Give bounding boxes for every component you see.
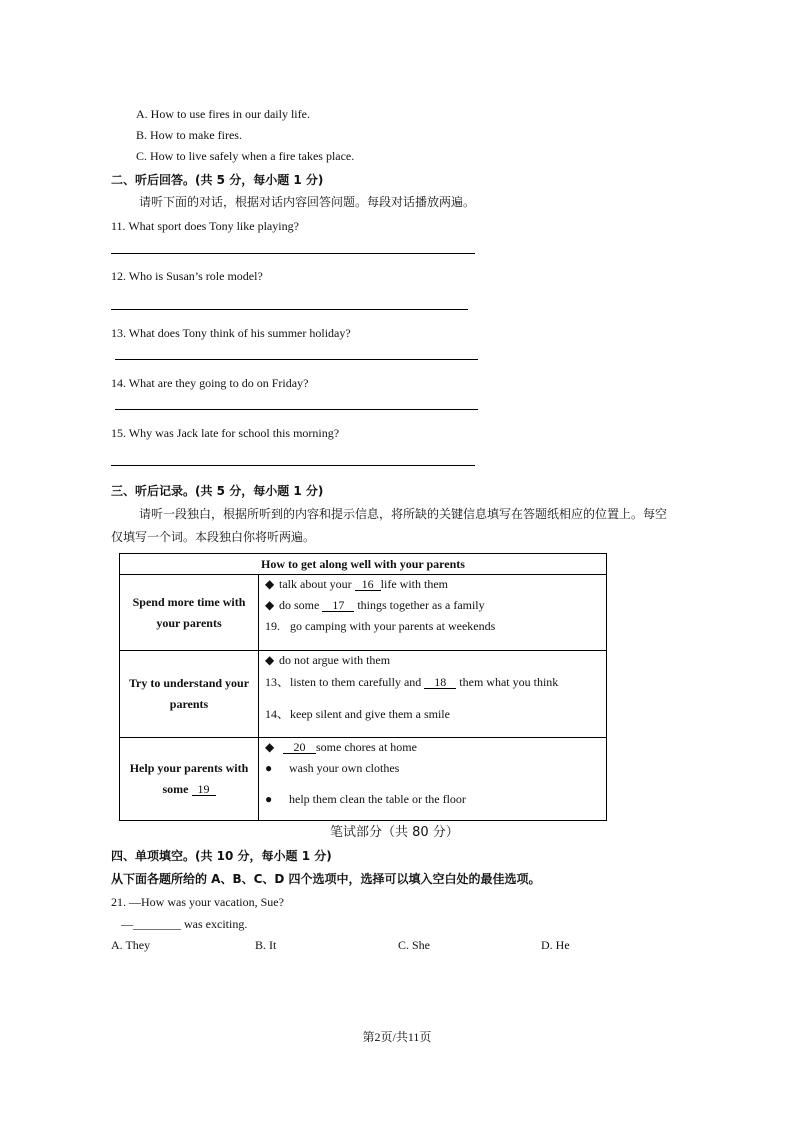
listening-notes-table — [119, 553, 607, 821]
bullet-icon: ● — [265, 792, 273, 806]
table-row — [120, 651, 607, 738]
q21-option-a[interactable]: A. They — [111, 938, 151, 952]
row-1-details — [259, 575, 607, 651]
blank-18[interactable]: 18 — [424, 676, 456, 689]
table-row — [120, 575, 607, 651]
row-3-item-3: ● help them clean the table or the floor — [265, 792, 466, 806]
section2-title: 二、听后回答。(共 5 分，每小题 1 分) — [111, 173, 324, 187]
question-21-stem: 21. —How was your vacation, Sue? — [111, 895, 284, 909]
answer-line-11[interactable] — [111, 253, 475, 254]
row-2-item-3: 14、keep silent and give them a smile — [265, 707, 450, 721]
row-1-topic-line-2: your parents — [156, 615, 222, 630]
diamond-icon: ◆ — [265, 577, 275, 591]
row-2-details — [259, 651, 607, 738]
table-header: How to get along well with your parents — [120, 554, 607, 575]
section4-title: 四、单项填空。(共 10 分，每小题 1 分) — [111, 849, 332, 863]
item-number: 19. — [265, 619, 280, 633]
table-row — [120, 738, 607, 821]
item-number: 13、 — [265, 675, 290, 689]
question-12: 12. Who is Susan’s role model? — [111, 269, 263, 283]
blank-20[interactable]: 20 — [283, 741, 316, 754]
row-3-topic-line-2: some 19 — [120, 779, 258, 800]
answer-line-15[interactable] — [111, 465, 475, 466]
question-21-line-2: —________ was exciting. — [121, 917, 248, 931]
option-a: A. How to use fires in our daily life. — [136, 107, 310, 121]
row-1-topic — [120, 575, 259, 651]
question-15: 15. Why was Jack late for school this morning? — [111, 426, 340, 440]
written-section-title: 笔试部分（共 80 分） — [330, 825, 459, 840]
row-2-topic-line-2: parents — [169, 697, 209, 711]
option-c: C. How to live safely when a fire takes place. — [136, 149, 355, 163]
row-2-item-1: ◆ do not argue with them — [265, 653, 391, 667]
row-3-item-1: ◆ 20 some chores at home — [265, 740, 417, 754]
row-1-item-1: ◆ talk about your 16 life with them — [265, 577, 448, 591]
row-2-item-2: 13、listen to them carefully and 18 them what you think — [265, 675, 559, 689]
item-number: 14、 — [265, 707, 290, 721]
row-3-topic — [120, 738, 259, 821]
blank-19[interactable]: 19 — [192, 783, 216, 796]
question-13: 13. What does Tony think of his summer holiday? — [111, 326, 351, 340]
answer-line-14[interactable] — [115, 409, 478, 410]
answer-line-12[interactable] — [111, 309, 468, 310]
answer-line-13[interactable] — [115, 359, 478, 360]
q21-option-b[interactable]: B. It — [255, 938, 277, 952]
row-3-details — [259, 738, 607, 821]
section3-instruction-1: 请听一段独白，根据所听到的内容和提示信息，将所缺的关键信息填写在答题纸相应的位置上。每空 — [139, 507, 668, 521]
q21-option-d[interactable]: D. He — [541, 938, 570, 952]
section2-instruction: 请听下面的对话，根据对话内容回答问题。每段对话播放两遍。 — [139, 195, 476, 209]
row-2-topic-line-1: Try to understand your — [128, 676, 250, 690]
option-b: B. How to make fires. — [136, 128, 242, 142]
blank-16[interactable]: 16 — [355, 578, 381, 591]
diamond-icon: ◆ — [265, 740, 275, 754]
row-2-topic — [120, 651, 259, 738]
bullet-icon: ● — [265, 761, 273, 775]
section3-instruction-2: 仅填写一个词。本段独白你将听两遍。 — [111, 530, 316, 544]
row-1-topic-line-1: Spend more time with — [132, 594, 246, 609]
blank-17[interactable]: 17 — [322, 599, 354, 612]
section3-title: 三、听后记录。(共 5 分，每小题 1 分) — [111, 484, 324, 498]
q21-option-c[interactable]: C. She — [398, 938, 431, 952]
row-1-item-2: ◆ do some 17 things together as a family — [265, 598, 485, 612]
diamond-icon: ◆ — [265, 653, 275, 667]
diamond-icon: ◆ — [265, 598, 275, 612]
row-3-topic-line-1: Help your parents with — [129, 761, 249, 775]
question-11: 11. What sport does Tony like playing? — [111, 219, 299, 233]
section4-instruction: 从下面各题所给的 A、B、C、D 四个选项中，选择可以填入空白处的最佳选项。 — [111, 872, 541, 886]
row-1-item-3: 19. go camping with your parents at weekends — [265, 619, 496, 633]
question-14: 14. What are they going to do on Friday? — [111, 376, 309, 390]
row-3-item-2: ● wash your own clothes — [265, 761, 400, 775]
page-footer: 第2页/共11页 — [362, 1030, 432, 1044]
